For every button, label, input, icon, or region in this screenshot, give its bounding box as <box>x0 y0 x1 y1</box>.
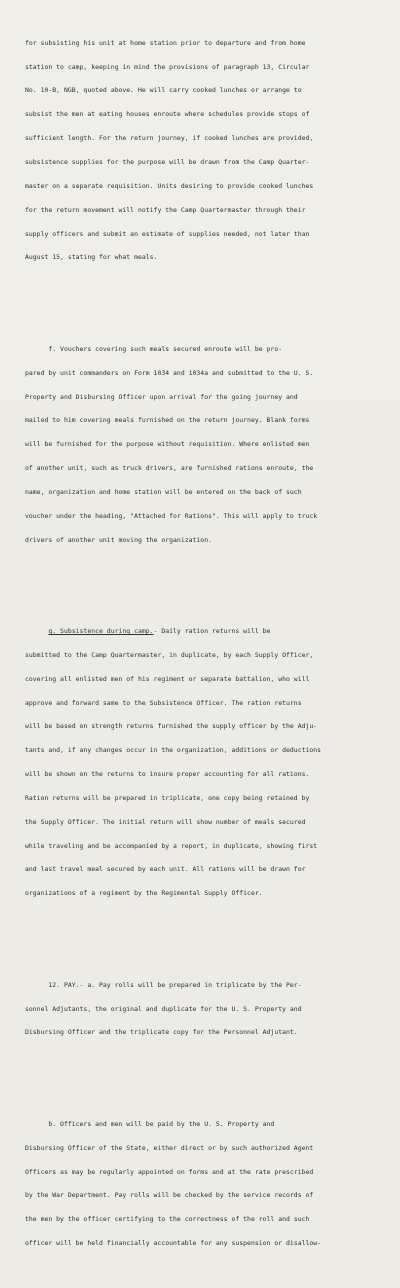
text-line: subsist the men at eating houses enroute where schedules provide stops of <box>25 110 310 119</box>
text-line: Property and Disbursing Officer upon arrival for the going journey and <box>25 392 298 401</box>
text-line: tants and, if any changes occur in the organization, additions or deductions <box>25 746 322 755</box>
text-line: of another unit, such as truck drivers, are furnished rations enroute, the <box>25 464 314 473</box>
paragraph-g-first-line-rest: - Daily ration returns will be <box>153 627 271 636</box>
text-line: submitted to the Camp Quartermaster, in duplicate, by each Supply Officer, <box>25 650 314 659</box>
text-line: supply officers and submit an estimate of supplies needed, not later than <box>25 229 310 238</box>
paragraph-f <box>25 330 400 561</box>
text-line: b. Officers and men will be paid by the U. S. Property and <box>25 1119 275 1128</box>
text-line: f. Vouchers covering such meals secured enroute will be pro- <box>25 344 283 353</box>
paragraph-gap <box>25 938 400 942</box>
text-line: master on a separate requisition. Units desiring to provide cooked lunches <box>25 181 314 190</box>
paragraph-gap <box>25 1077 400 1081</box>
text-line: and last travel meal secured by each unit. All rations will be drawn for <box>25 865 306 874</box>
text-line: 12. PAY.- a. Pay rolls will be prepared in triplicate by the Per- <box>25 980 302 989</box>
text-line: the men by the officer certifying to the correctness of the roll and such <box>25 1215 310 1224</box>
text-line: August 15, stating for what meals. <box>25 253 158 262</box>
text-line: Ration returns will be prepared in triplicate, one copy being retained by <box>25 793 310 802</box>
text-line: will be based on strength returns furnished the supply officer by the Adju- <box>25 722 318 731</box>
text-line: No. 10-B, NGB, quoted above. He will carry cooked lunches or arrange to <box>25 86 302 95</box>
paragraph-g-heading: g. Subsistence during camp. <box>48 627 154 636</box>
text-line: Officers as may be regularly appointed on forms and at the rate prescribed <box>25 1167 314 1176</box>
paragraph-g <box>25 612 400 914</box>
text-line: approve and forward same to the Subsistence Officer. The ration returns <box>25 698 302 707</box>
indent <box>25 627 48 635</box>
paragraph-gap <box>25 302 400 306</box>
text-line: sonnel Adjutants, the original and duplicate for the U. S. Property and <box>25 1004 302 1013</box>
text-line: for subsisting his unit at home station prior to departure and from home <box>25 38 306 47</box>
paragraph-intro-fragment <box>25 24 400 278</box>
text-line: voucher under the heading, "Attached for Rations". This will apply to truck <box>25 511 318 520</box>
text-line: name, organization and home station will be entered on the back of such <box>25 487 302 496</box>
text-line: pared by unit commanders on Form 1034 and 1034a and submitted to the U. S. <box>25 368 314 377</box>
text-line: while traveling and be accompanied by a report, in duplicate, showing first <box>25 841 318 850</box>
text-line: subsistence supplies for the purpose will be drawn from the Camp Quarter- <box>25 157 310 166</box>
text-line: sufficient length. For the return journey, if cooked lunches are provided, <box>25 134 314 143</box>
text-line: will be shown on the returns to insure proper accounting for all rations. <box>25 770 310 779</box>
paragraph-gap <box>25 584 400 588</box>
text-line: station to camp, keeping in mind the provisions of paragraph 13, Circular <box>25 62 310 71</box>
text-line: the Supply Officer. The initial return will show number of meals secured <box>25 817 306 826</box>
paragraph-12-pay <box>25 966 400 1053</box>
paragraph-g-first-line <box>25 628 400 636</box>
text-line: will be furnished for the purpose without requisition. Where enlisted men <box>25 440 310 449</box>
text-line: mailed to him covering meals furnished on the return journey. Blank forms <box>25 416 310 425</box>
text-line: Disbursing Officer and the triplicate copy for the Personnel Adjutant. <box>25 1028 298 1037</box>
document-text <box>25 0 400 1288</box>
text-line: for the return movement will notify the Camp Quartermaster through their <box>25 205 306 214</box>
paragraph-b <box>25 1105 400 1264</box>
text-line: covering all enlisted men of his regiment or separate battalion, who will <box>25 674 310 683</box>
text-line: by the War Department. Pay rolls will be checked by the service records of <box>25 1191 314 1200</box>
text-line: drivers of another unit moving the organization. <box>25 535 212 544</box>
text-line: organizations of a regiment by the Regimental Supply Officer. <box>25 889 263 898</box>
text-line: officer will be held financially accountable for any suspension or disallow- <box>25 1239 322 1248</box>
text-line: Disbursing Officer of the State, either direct or by such authorized Agent <box>25 1143 314 1152</box>
